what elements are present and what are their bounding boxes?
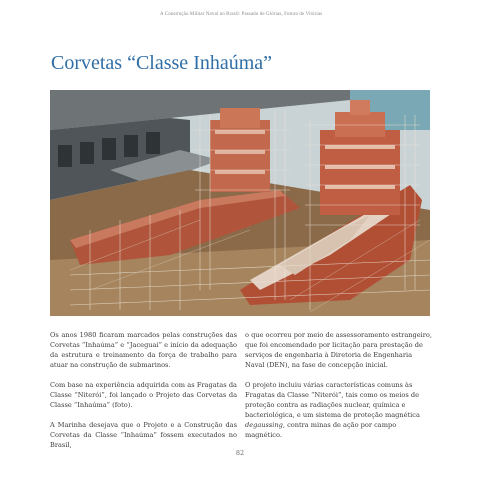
- left-paragraph-1: Os anos 1980 ficaram marcados pelas construções das Corvetas “Inhaúma” e “Jaceguai” e início da adequação da estrutura e treinamento da força de trabalho para atuar na construção de submarinos.: [50, 331, 237, 369]
- left-paragraph-3: A Marinha desejava que o Projeto e a Construção das Corvetas da Classe “Inhaúma” fossem executados no Brasil,: [50, 421, 237, 449]
- right-paragraph-1: o que ocorreu por meio de assessoramento estrangeiro, que foi encomendado por licitação para prestação de serviços de engenharia à Diretoria de Engenharia Naval (DEN), na fase de concepção inicial.: [245, 331, 432, 369]
- page-title: Corvetas “Classe Inhaúma”: [51, 52, 273, 74]
- page-number: 82: [235, 449, 245, 457]
- right-column: [245, 330, 432, 450]
- right-paragraph-2-text-a: O projeto incluiu várias características comuns às Fragatas da Classe “Niterói”, tais como os meios de proteção contra as radiações nuclear, química e bacteriológica, e um sistema de proteção magnética: [245, 381, 420, 419]
- running-header: A Construção Militar Naval no Brasil: Passado de Glórias, Futuro de Vitórias: [160, 12, 323, 17]
- left-column: [50, 330, 237, 460]
- left-paragraph-2: Com base na experiência adquirida com as Fragatas da Classe “Niterói”, foi lançado o Projeto das Corvetas da Classe “Inhaúma” (foto).: [50, 381, 237, 409]
- right-paragraph-2-text-b: , contra minas de ação por campo magnético.: [245, 421, 397, 439]
- right-paragraph-2: [245, 380, 432, 440]
- shipyard-photo: [50, 90, 430, 316]
- degaussing-term: degaussing: [245, 421, 283, 429]
